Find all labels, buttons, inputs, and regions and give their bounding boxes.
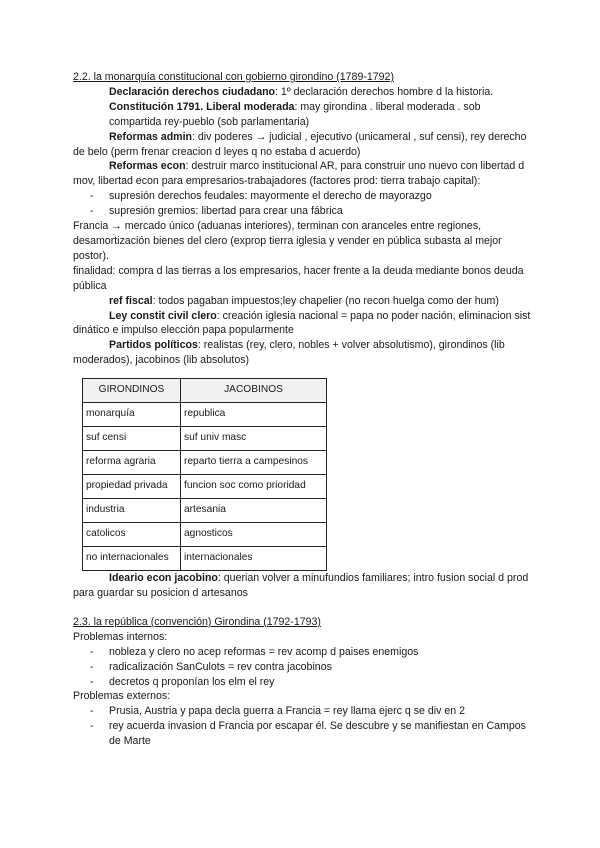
table-row: [83, 523, 327, 547]
text-declaracion: : 1º declaración derechos hombre d la historia.: [275, 85, 494, 98]
table-cell: monarquía: [83, 403, 181, 427]
paragraph-declaracion: [73, 85, 533, 100]
paragraph-ref-fiscal: [73, 294, 533, 309]
paragraph-ley-clero: [73, 309, 533, 339]
table-cell: suf univ masc: [181, 427, 327, 451]
paragraph-constitucion: [73, 100, 533, 130]
text-ideario: : querian volver a minufundios familiares; intro fusion social d prod para guardar su posicion d artesanos: [73, 572, 529, 600]
external-problems-list: [73, 704, 533, 749]
document-page: [73, 70, 533, 749]
table-cell: reparto tierra a campesinos: [181, 451, 327, 475]
list-item: - radicalización SanCulots = rev contra jacobinos: [73, 660, 533, 675]
term-constitucion: Constitución 1791. Liberal moderada: [109, 100, 295, 113]
text-ref-fiscal: : todos pagaban impuestos;ley chapelier (no recon huelga como der hum): [152, 294, 499, 307]
list-item: - Prusia, Austria y papa decla guerra a Francia = rey llama ejerc q se div en 2: [73, 704, 533, 719]
column-header: GIRONDINOS: [83, 379, 181, 403]
table-row: [83, 499, 327, 523]
internal-problems-list: [73, 645, 533, 690]
paragraph-reformas-econ: [73, 159, 533, 189]
term-ley-clero: Ley constit civil clero: [109, 309, 217, 322]
list-item: - nobleza y clero no acep reformas = rev acomp d paises enemigos: [73, 645, 533, 660]
table-cell: propiedad privada: [83, 475, 181, 499]
table-cell: artesania: [181, 499, 327, 523]
table-cell: industria: [83, 499, 181, 523]
section-heading: 2.2. la monarquía constitucional con gobierno girondino (1789-1792): [73, 71, 394, 83]
reformas-list: [73, 189, 533, 219]
paragraph-ideario: [73, 571, 533, 601]
table-row: [83, 403, 327, 427]
text-constitucion: : may girondina . liberal moderada . sob compartida rey-pueblo (sob parlamentaria): [109, 100, 481, 128]
term-ref-fiscal: ref fiscal: [109, 294, 153, 307]
table-cell: agnosticos: [181, 523, 327, 547]
list-item: - supresión gremios: libertad para crear una fábrica: [73, 204, 533, 219]
paragraph-finalidad: finalidad: compra d las tierras a los empresarios, hacer frente a la deuda mediante bonos deuda pública: [73, 264, 524, 292]
table-cell: catolicos: [83, 523, 181, 547]
list-item: - decretos q proponían los elm el rey: [73, 675, 533, 690]
table-cell: no internacionales: [83, 547, 181, 571]
table-row: [83, 451, 327, 475]
text-reformas-admin: : div poderes → judicial , ejecutivo (unicameral , suf censi), rey derecho de belo (perm frenar creacion d leyes q no estaba d acuerdo): [73, 130, 527, 158]
text-reformas-econ: : destruir marco institucional AR, para construir uno nuevo con libertad d mov, libertad econ para empresarios-trabajadores (factores prod: tierra trabajo capital):: [73, 160, 525, 188]
term-reformas-econ: Reformas econ: [109, 160, 186, 173]
table-cell: funcion soc como prioridad: [181, 475, 327, 499]
term-reformas-admin: Reformas admin: [109, 130, 193, 143]
paragraph-reformas-admin: [73, 130, 533, 160]
internal-problems-label: Problemas internos:: [73, 630, 168, 643]
table-cell: suf censi: [83, 427, 181, 451]
column-header: JACOBINOS: [181, 379, 327, 403]
table-cell: republica: [181, 403, 327, 427]
paragraph-francia: Francia → mercado único (aduanas interiores), terminan con aranceles entre regiones, desamortización bienes del clero (exprop tierra iglesia y vender en pública subasta al mejor postor).: [73, 220, 502, 262]
term-partidos: Partidos políticos: [109, 339, 198, 352]
table-row: [83, 427, 327, 451]
table-row: [83, 547, 327, 571]
table-header-row: [83, 379, 327, 403]
section-heading-2: 2.3. la república (convención) Girondina (1792-1793): [73, 615, 321, 628]
paragraph-partidos: [73, 338, 533, 368]
list-item: - rey acuerda invasion d Francia por escapar él. Se descubre y se manifiestan en Campos de Marte: [73, 719, 533, 749]
table-row: [83, 475, 327, 499]
list-item: - supresión derechos feudales: mayormente el derecho de mayorazgo: [73, 189, 533, 204]
table-cell: reforma agraria: [83, 451, 181, 475]
external-problems-label: Problemas externos:: [73, 690, 171, 703]
text-partidos: : realistas (rey, clero, nobles + volver absolutismo), girondinos (lib moderados), jacobinos (lib absolutos): [73, 339, 505, 367]
term-ideario: Ideario econ jacobino: [109, 572, 218, 585]
term-declaracion: Declaración derechos ciudadano: [109, 85, 276, 98]
text-ley-clero: : creación iglesia nacional = papa no poder nación, eliminacion sist dinático e impulso elección papa popularmente: [73, 309, 531, 337]
table-cell: internacionales: [181, 547, 327, 571]
comparison-table: [82, 378, 327, 571]
